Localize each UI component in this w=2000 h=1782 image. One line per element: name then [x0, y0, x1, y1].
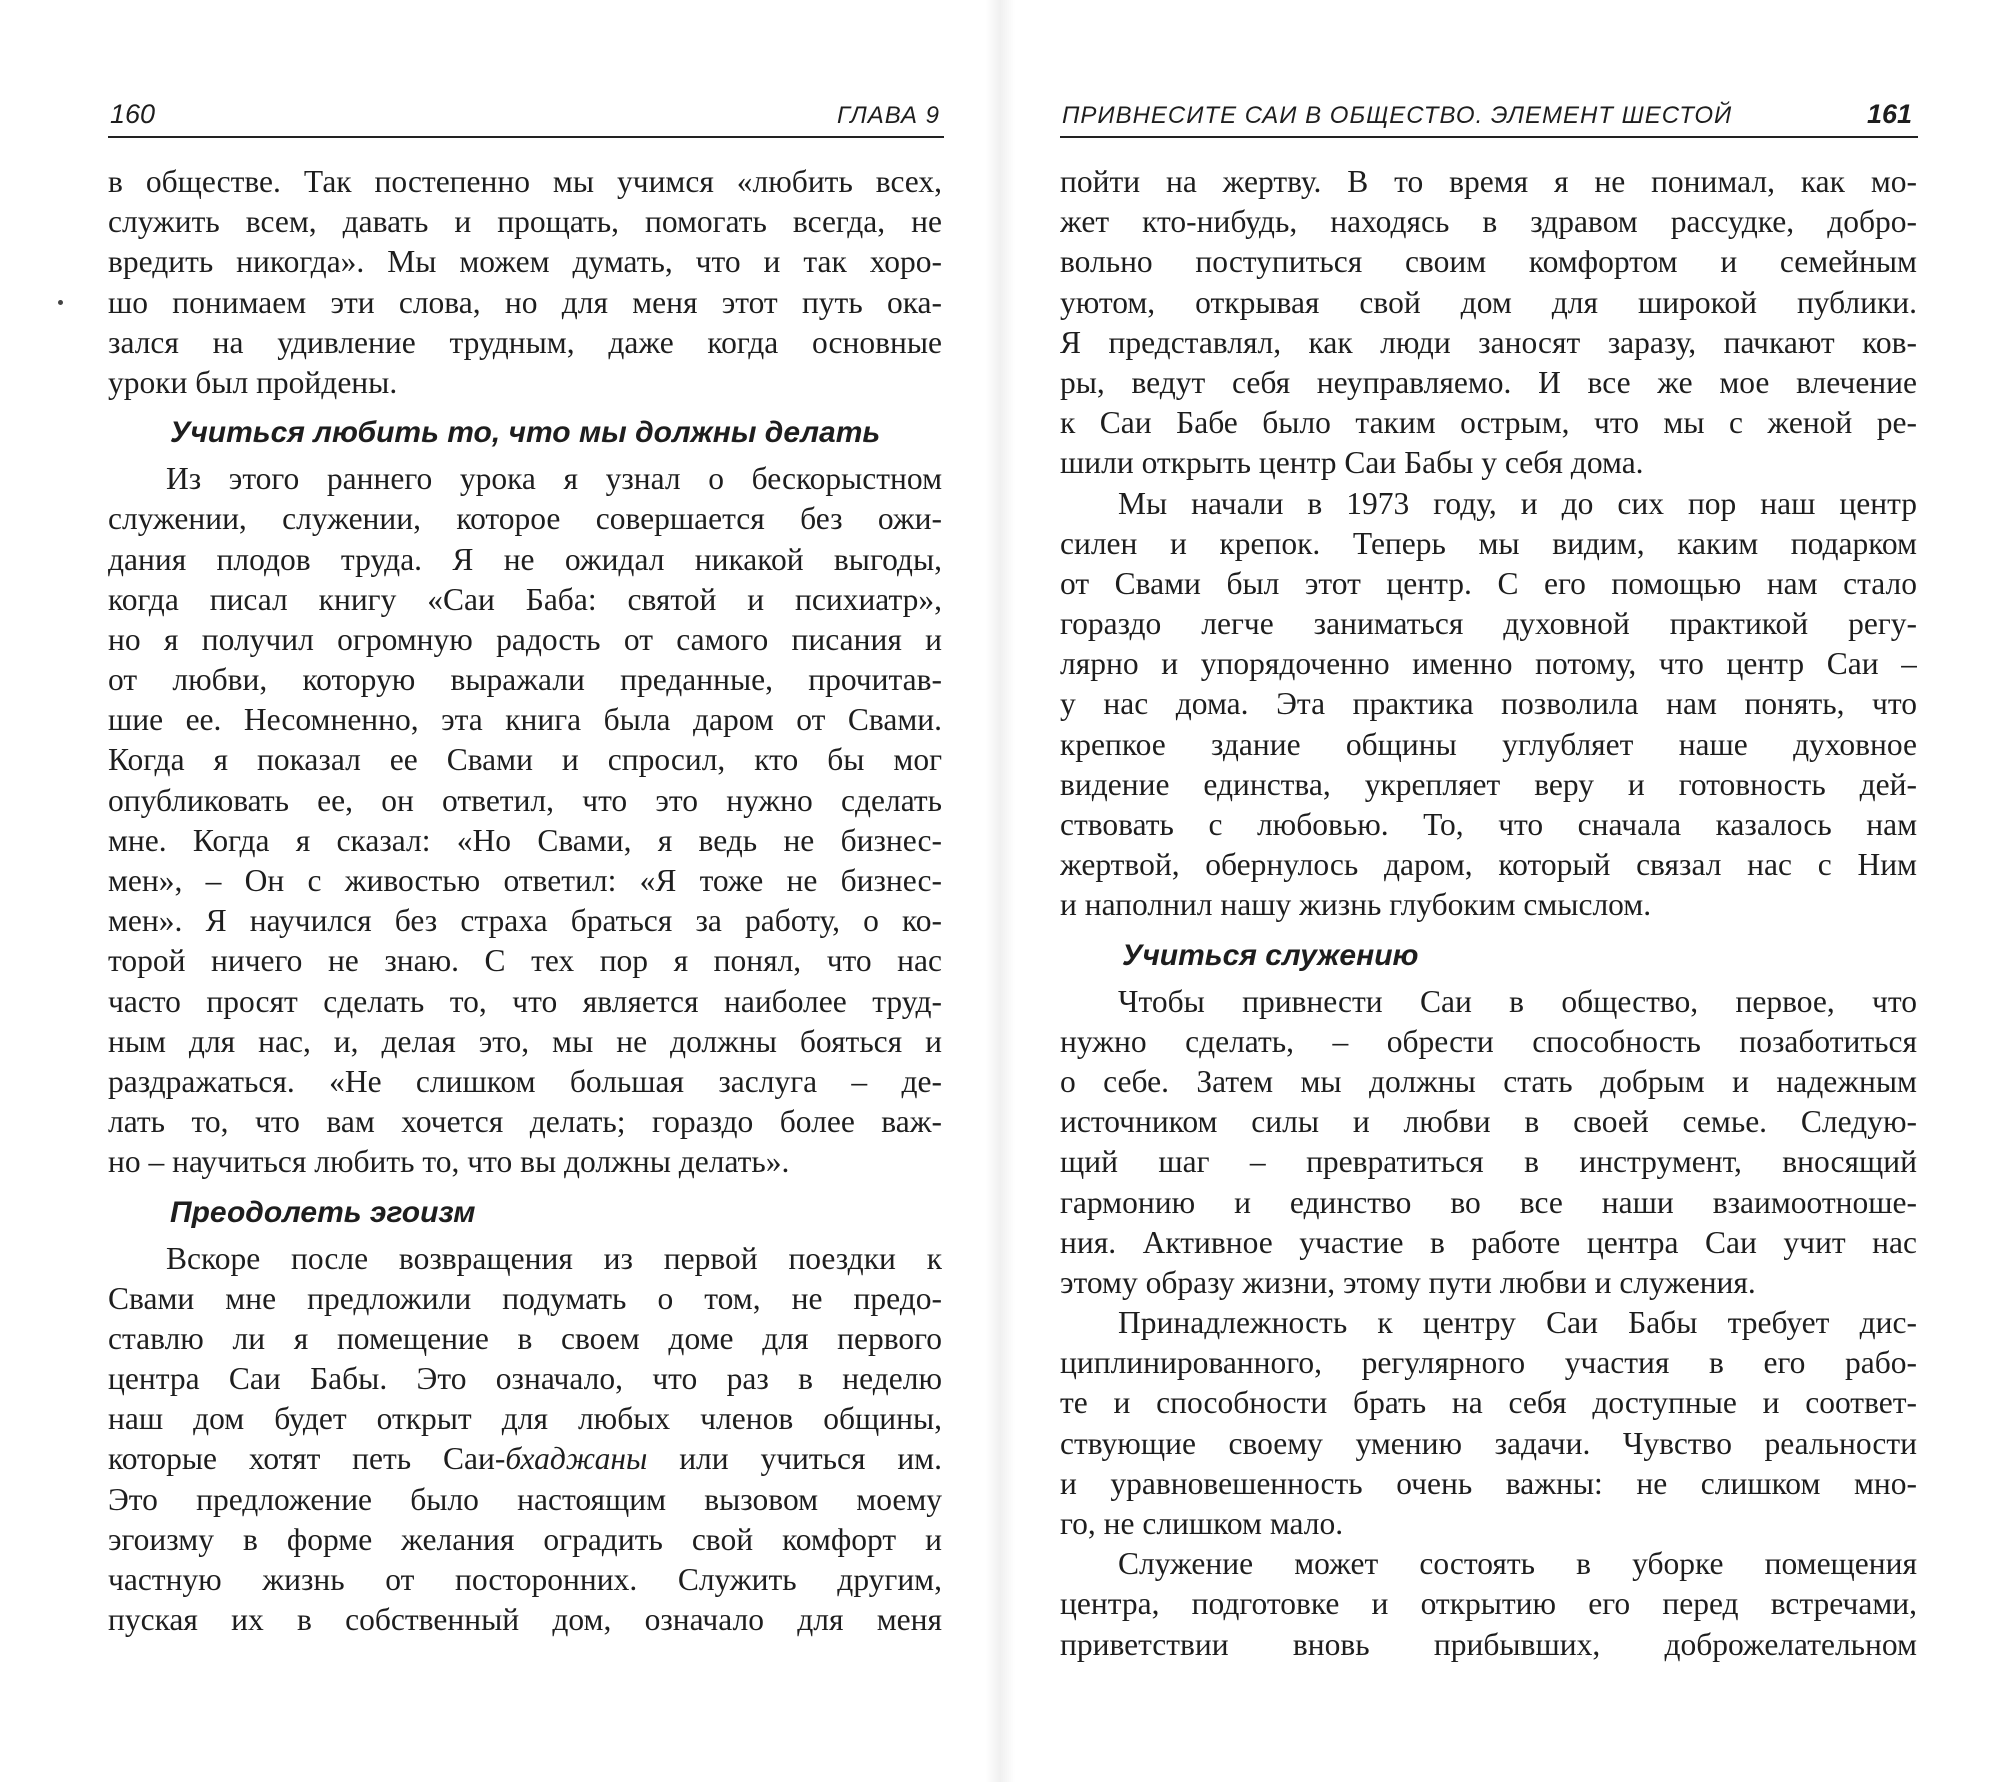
text-line: циплинированного, регулярного участия в его рабо- [1060, 1345, 1917, 1381]
text-line: жет кто-нибудь, находясь в здравом рассудке, добро- [1060, 204, 1917, 240]
text-line: в обществе. Так постепенно мы учимся «любить всех, [108, 164, 942, 199]
text-line: раздражаться. «Не слишком большая заслуга – де- [108, 1063, 942, 1099]
text-line: щий шаг – превратиться в инструмент, вносящий [1060, 1144, 1917, 1180]
text-line: крепкое здание общины углубляет наше духовное [1060, 726, 1917, 762]
text-line: уроки был пройдены. [108, 364, 398, 400]
left-page-header [108, 90, 944, 138]
text-line: шили открыть центр Саи Бабы у себя дома. [1060, 445, 1644, 481]
text-line: к Саи Бабе было таким острым, что мы с женой ре- [1060, 405, 1917, 441]
right-page-body [1060, 162, 1917, 1665]
text-line [108, 1439, 942, 1479]
margin-mark [58, 300, 63, 305]
text-line: мне. Когда я сказал: «Но Свами, я ведь не бизнес- [108, 822, 942, 858]
text-line: дания плодов труда. Я не ожидал никакой выгоды, [108, 541, 942, 577]
text-line: мен». Я научился без страха браться за работу, о ко- [108, 903, 942, 939]
text-line: го, не слишком мало. [1060, 1506, 1344, 1541]
text-line: Мы начали в 1973 году, и до сих пор наш центр [1118, 485, 1917, 521]
section-heading: Учиться служению [1122, 938, 1419, 972]
text-line: Чтобы привнести Саи в общество, первое, что [1118, 983, 1917, 1019]
text-line: у нас дома. Эта практика позволила нам понять, что [1060, 686, 1917, 722]
text-line: шо понимаем эти слова, но для меня этот путь ока- [108, 284, 942, 320]
text-line: Я представлял, как люди заносят заразу, пачкают ков- [1060, 324, 1917, 360]
text-line: частную жизнь от посторонних. Служить другим, [108, 1562, 942, 1597]
text-line: когда писал книгу «Саи Баба: святой и психиатр», [108, 581, 942, 617]
text-line: Из этого раннего урока я узнал о бескорыстном [166, 461, 942, 497]
text-line: вредить никогда». Мы можем думать, что и так хоро- [108, 244, 942, 280]
text-line: наш дом будет открыт для любых членов общины, [108, 1401, 942, 1437]
text-line: ствовать с любовью. То, что сначала казалось нам [1060, 807, 1917, 842]
text-line: Вскоре после возвращения из первой поездки к [166, 1240, 942, 1276]
text-line: Принадлежность к центру Саи Бабы требует дис- [1118, 1305, 1917, 1341]
text-line: видение единства, укрепляет веру и готовность дей- [1060, 766, 1917, 802]
text-line: Служение может состоять в уборке помещения [1118, 1546, 1917, 1582]
text-line: ры, ведут себя неуправляемо. И все же мое влечение [1060, 364, 1917, 400]
text-line: и уравновешенность очень важны: не слишком мно- [1060, 1465, 1917, 1501]
text-line: опубликовать ее, он ответил, что это нужно сделать [108, 782, 942, 818]
left-running-head: ГЛАВА 9 [837, 102, 940, 129]
text-line: часто просят сделать то, что является наиболее труд- [108, 983, 942, 1019]
text-line: гораздо легче заниматься духовной практикой регу- [1060, 606, 1917, 642]
section-heading: Преодолеть эгоизм [170, 1195, 476, 1229]
text-line: ствующие своему умению задачи. Чувство реальности [1060, 1425, 1917, 1461]
text-fragment: или учиться им. [647, 1441, 942, 1477]
text-line: жертвой, обернулось даром, который связал нас с Ним [1060, 847, 1917, 883]
right-page-header [1060, 90, 1918, 138]
text-line: приветствии вновь прибывших, доброжелательном [1060, 1626, 1917, 1662]
text-line: Когда я показал ее Свами и спросил, кто бы мог [108, 742, 942, 778]
text-line: Это предложение было настоящим вызовом моему [108, 1481, 942, 1517]
text-line: ния. Активное участие в работе центра Саи учит нас [1060, 1224, 1917, 1260]
text-line: ставлю ли я помещение в своем доме для первого [108, 1320, 942, 1356]
text-line: эгоизму в форме желания оградить свой комфорт и [108, 1521, 942, 1557]
text-line: лать то, что вам хочется делать; гораздо более важ- [108, 1104, 942, 1140]
text-line: те и способности брать на себя доступные и соответ- [1060, 1385, 1917, 1421]
text-line: пуская их в собственный дом, означало для меня [108, 1602, 942, 1638]
text-line: центра Саи Бабы. Это означало, что раз в неделю [108, 1361, 942, 1397]
text-line: центра, подготовке и открытию его перед встречами, [1060, 1586, 1917, 1622]
text-line: Свами мне предложили подумать о том, не предо- [108, 1280, 942, 1316]
text-line: этому образу жизни, этому пути любви и служения. [1060, 1264, 1756, 1300]
text-line: вольно поступиться своим комфортом и семейным [1060, 244, 1917, 280]
right-page-number: 161 [1866, 99, 1912, 129]
text-line: от Свами был этот центр. С его помощью нам стало [1060, 565, 1917, 601]
text-line: нужно сделать, – обрести способность позаботиться [1060, 1023, 1917, 1059]
text-line: силен и крепок. Теперь мы видим, каким подарком [1060, 525, 1917, 561]
text-line: мен», – Он с живостью ответил: «Я тоже не бизнес- [108, 863, 942, 898]
text-line: ным для нас, и, делая это, мы не должны бояться и [108, 1023, 942, 1059]
text-line: торой ничего не знаю. С тех пор я понял, что нас [108, 943, 942, 979]
text-line: о себе. Затем мы должны стать добрым и надежным [1060, 1063, 1917, 1099]
text-line: зался на удивление трудным, даже когда основные [108, 324, 942, 360]
right-page [1000, 0, 2000, 1782]
italic-term: бхаджаны [505, 1441, 648, 1477]
left-page-number: 160 [110, 99, 156, 129]
text-line: служении, служении, которое совершается без ожи- [108, 501, 942, 537]
text-line: от любви, которую выражали преданные, прочитав- [108, 662, 942, 698]
left-page-body [108, 162, 942, 1640]
right-running-head: ПРИВНЕСИТЕ САИ В ОБЩЕСТВО. ЭЛЕМЕНТ ШЕСТОЙ [1062, 102, 1733, 129]
text-line: уютом, открывая свой дом для широкой публики. [1060, 284, 1917, 320]
text-line: источником силы и любви в своей семье. Следую- [1060, 1104, 1917, 1140]
text-line: служить всем, давать и прощать, помогать всегда, не [108, 204, 942, 240]
section-heading: Учиться любить то, что мы должны делать [170, 416, 881, 450]
text-line: но я получил огромную радость от самого писания и [108, 621, 942, 657]
text-line: и наполнил нашу жизнь глубоким смыслом. [1060, 887, 1652, 923]
text-line: пойти на жертву. В то время я не понимал, как мо- [1060, 164, 1917, 199]
text-line: лярно и упорядоченно именно потому, что центр Саи – [1060, 646, 1917, 682]
text-fragment: которые хотят петь Саи- [108, 1441, 506, 1477]
text-line: шие ее. Несомненно, эта книга была даром от Свами. [108, 702, 942, 738]
text-line: но – научиться любить то, что вы должны делать». [108, 1144, 790, 1180]
text-line: гармонию и единство во все наши взаимоотноше- [1060, 1184, 1917, 1220]
